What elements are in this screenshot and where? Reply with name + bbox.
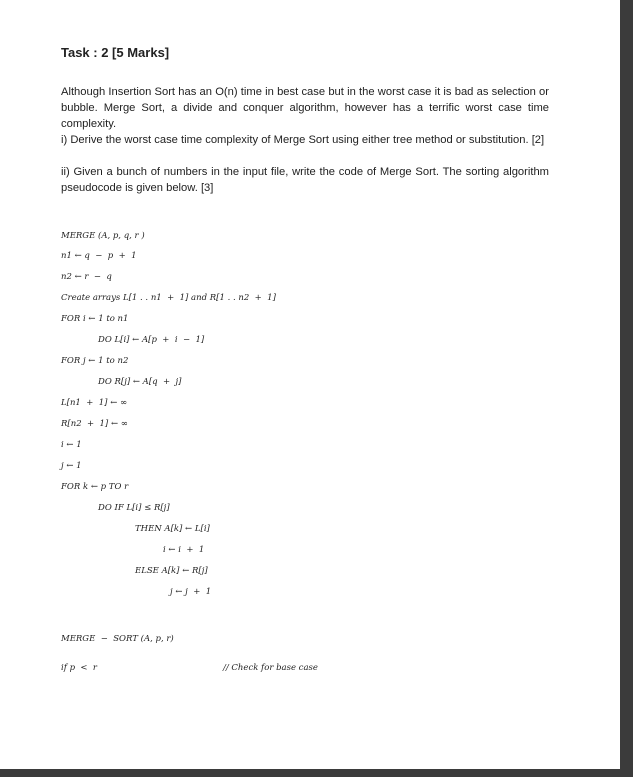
merge-sort-condition: if p < r: [61, 663, 98, 673]
code-line: THEN A[k] ← L[i]: [135, 524, 210, 534]
code-line: j ← 1: [61, 461, 82, 471]
merge-sort-header: MERGE − SORT (A, p, r): [61, 634, 174, 644]
code-line: n1 ← q − p + 1: [61, 251, 137, 261]
task-title: Task : 2 [5 Marks]: [61, 45, 170, 60]
intro-paragraph: Although Insertion Sort has an O(n) time in best case but in the worst case it is bad as selection or bubble. Merge Sort, a divide and conquer algorithm, however has a terrific worst case time complexity.: [61, 86, 549, 130]
code-line: n2 ← r − q: [61, 272, 112, 282]
code-line: DO R[j] ← A[q + j]: [98, 377, 182, 387]
code-line: j ← j + 1: [170, 587, 212, 597]
code-line: FOR i ← 1 to n1: [61, 314, 129, 324]
code-line: FOR j ← 1 to n2: [61, 356, 129, 366]
code-line: i ← i + 1: [163, 545, 205, 555]
code-line: FOR k ← p TO r: [61, 482, 129, 492]
base-case-comment: // Check for base case: [223, 663, 318, 673]
question-1: i) Derive the worst case time complexity of Merge Sort using either tree method or substitution. [2]: [61, 134, 545, 146]
merge-header: MERGE (A, p, q, r ): [61, 231, 145, 241]
code-line: R[n2 + 1] ← ∞: [61, 419, 128, 429]
code-line: L[n1 + 1] ← ∞: [61, 398, 128, 408]
code-line: DO L[i] ← A[p + i − 1]: [98, 335, 205, 345]
code-line: i ← 1: [61, 440, 82, 450]
code-line: ELSE A[k] ← R[j]: [135, 566, 208, 576]
question-2: ii) Given a bunch of numbers in the input file, write the code of Merge Sort. The sorting algorithm pseudocode is given below. [3]: [61, 166, 549, 194]
code-line: DO IF L[i] ≤ R[j]: [98, 503, 170, 513]
code-line: Create arrays L[1 . . n1 + 1] and R[1 . . n2 + 1]: [61, 293, 276, 303]
